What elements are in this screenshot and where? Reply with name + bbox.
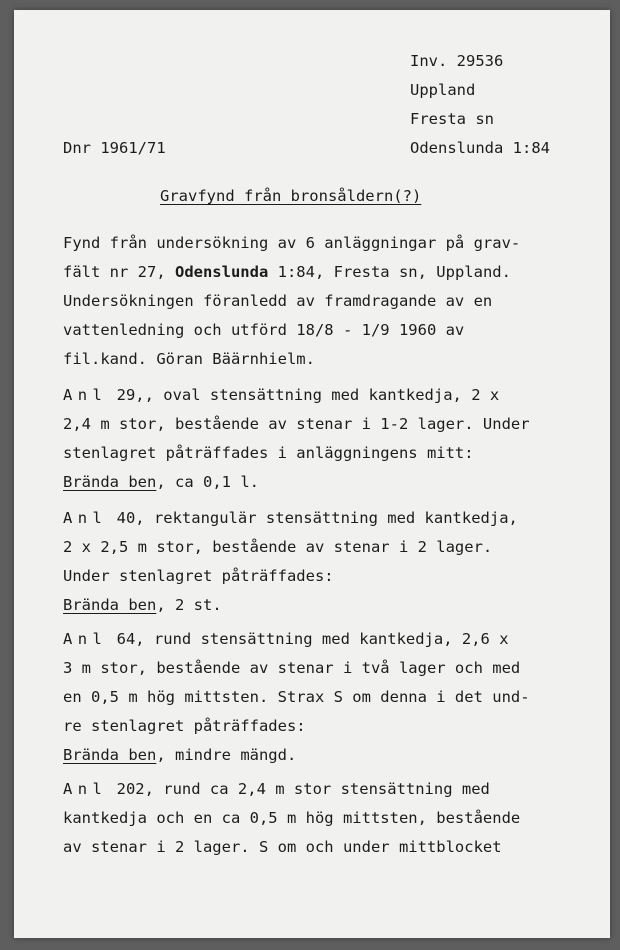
anl-202-line-3: av stenar i 2 lager. S om och under mittblocket [63, 838, 502, 856]
find-type: Brända ben [63, 596, 157, 614]
intro-line-3: Undersökningen föranledd av framdragande av en [63, 292, 493, 310]
anl-40-line-1 [63, 509, 518, 527]
find-type: Brända ben [63, 473, 157, 491]
anl-text: 202, rund ca 2,4 m stor stensättning med [107, 780, 490, 798]
find-type: Brända ben [63, 746, 157, 764]
anl-202-line-2: kantkedja och en ca 0,5 m hög mittsten, bestående [63, 809, 521, 827]
anl-40-line-2: 2 x 2,5 m stor, bestående av stenar i 2 lager. [63, 538, 493, 556]
intro-text: 1:84, Fresta sn, Uppland. [268, 263, 511, 281]
anl-text: 40, rektangulär stensättning med kantkedja, [107, 509, 518, 527]
intro-line-1: Fynd från undersökning av 6 anläggningar på grav- [63, 234, 521, 252]
anl-29-find [63, 473, 259, 491]
site-emphasis: Odenslunda [174, 263, 269, 281]
anl-64-line-2: 3 m stor, bestående av stenar i två lager och med [63, 659, 521, 677]
document-title: Gravfynd från bronsåldern(?) [160, 187, 422, 205]
anl-label: Anl [63, 386, 108, 404]
intro-line-5: fil.kand. Göran Bäärnhielm. [63, 350, 315, 368]
anl-label: Anl [63, 780, 108, 798]
document-page [14, 10, 610, 938]
anl-label: Anl [63, 630, 108, 648]
anl-64-line-3: en 0,5 m hög mittsten. Strax S om denna i det und- [63, 688, 530, 706]
find-amount: , ca 0,1 l. [156, 473, 259, 491]
diary-number: Dnr 1961/71 [63, 139, 166, 157]
anl-29-line-2: 2,4 m stor, bestående av stenar i 1-2 lager. Under [63, 415, 530, 433]
anl-label: Anl [63, 509, 108, 527]
intro-text: fält nr 27, [63, 263, 175, 281]
find-amount: , 2 st. [156, 596, 222, 614]
anl-64-line-1 [63, 630, 509, 648]
anl-40-line-3: Under stenlagret påträffades: [63, 567, 334, 585]
intro-line-2 [63, 263, 511, 281]
anl-202-line-1 [63, 780, 490, 798]
anl-29-line-1 [63, 386, 499, 404]
anl-40-find [63, 596, 222, 614]
anl-text: 64, rund stensättning med kantkedja, 2,6 x [107, 630, 509, 648]
site-name: Odenslunda 1:84 [410, 139, 550, 157]
anl-64-find [63, 746, 296, 764]
anl-text: 29,, oval stensättning med kantkedja, 2 x [107, 386, 500, 404]
parish: Fresta sn [410, 110, 494, 128]
find-amount: , mindre mängd. [156, 746, 297, 764]
anl-64-line-4: re stenlagret påträffades: [63, 717, 306, 735]
intro-line-4: vattenledning och utförd 18/8 - 1/9 1960 av [63, 321, 465, 339]
anl-29-line-3: stenlagret påträffades i anläggningens mitt: [63, 444, 474, 462]
inventory-number: Inv. 29536 [410, 52, 504, 70]
province: Uppland [410, 81, 476, 99]
